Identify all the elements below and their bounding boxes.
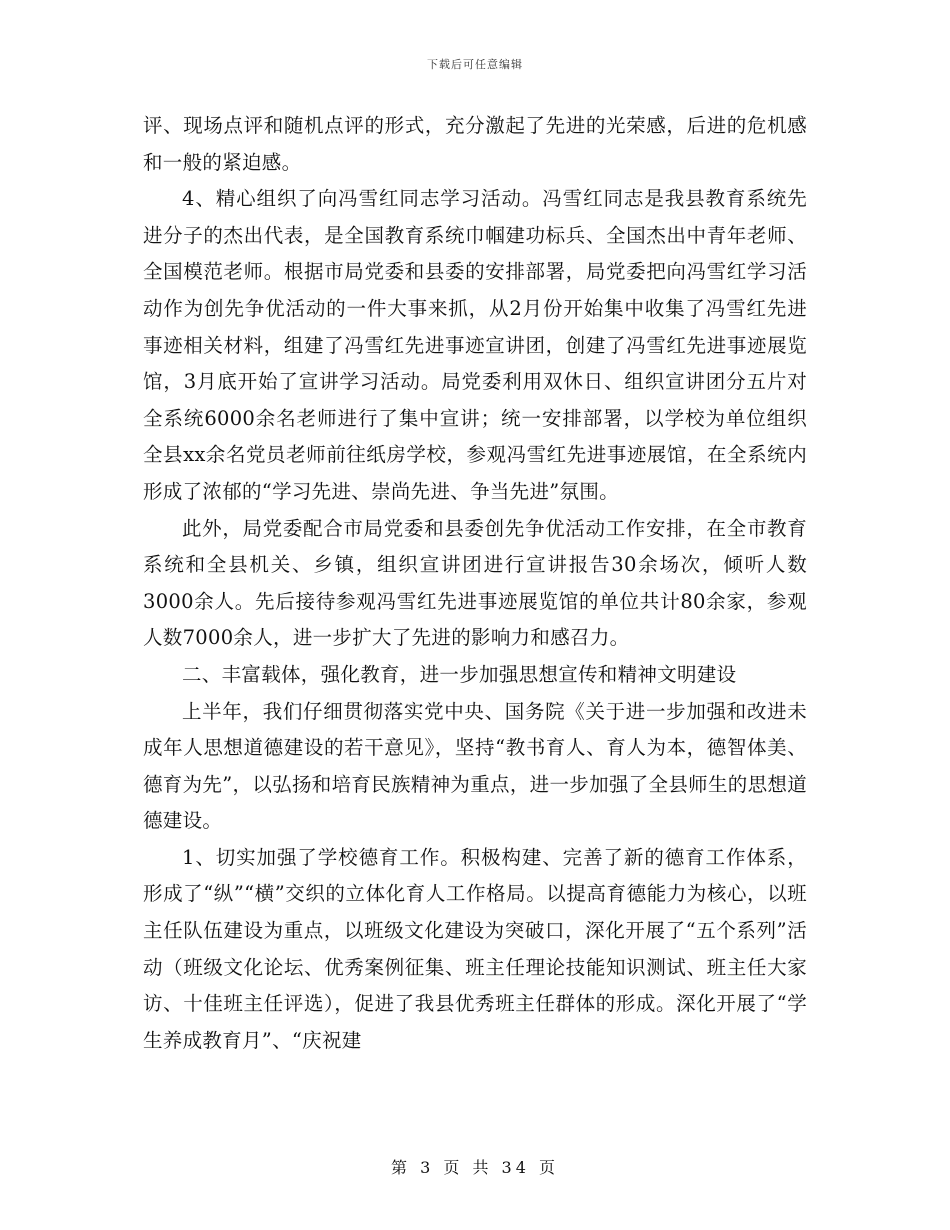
- paragraph-continuation: 评、现场点评和随机点评的形式，充分激起了先进的光荣感，后进的危机感和一般的紧迫感。: [143, 114, 807, 174]
- paragraph-first-half-year: 上半年，我们仔细贯彻落实党中央、国务院《关于进一步加强和改进未成年人思想道德建设的若干意见》，坚持“教书育人、育人为本，德智体美、德育为先”，以弘扬和培育民族精神为重点，进一步加强了全县师生的思想道德建设。: [143, 699, 807, 833]
- paragraph-item-4: 4、精心组织了向冯雪红同志学习活动。冯雪红同志是我县教育系统先进分子的杰出代表，是全国教育系统巾帼建功标兵、全国杰出中青年老师、全国模范老师。根据市局党委和县委的安排部署，局党委把向冯雪红学习活动作为创先争优活动的一件大事来抓，从2月份开始集中收集了冯雪红先进事迹相关材料，组建了冯雪红先进事迹宣讲团，创建了冯雪红先进事迹展览馆，3月底开始了宣讲学习活动。局党委利用双休日、组织宣讲团分五片对全系统6000余名老师进行了集中宣讲；统一安排部署，以学校为单位组织全县xx余名党员老师前往纸房学校，参观冯雪红先进事迹展馆，在全系统内形成了浓郁的“学习先进、崇尚先进、争当先进”氛围。: [143, 187, 807, 503]
- section-heading-2: 二、丰富载体，强化教育，进一步加强思想宣传和精神文明建设: [182, 662, 737, 686]
- document-body: [143, 108, 807, 1059]
- paragraph-in-addition: 此外，局党委配合市局党委和县委创先争优活动工作安排，在全市教育系统和全县机关、乡镇，组织宣讲团进行宣讲报告30余场次，倾听人数3000余人。先后接待参观冯雪红先进事迹展览馆的单位共计80余家，参观人数7000余人，进一步扩大了先进的影响力和感召力。: [143, 516, 807, 650]
- paragraph-item-1: 1、切实加强了学校德育工作。积极构建、完善了新的德育工作体系，形成了“纵”“横”交织的立体化育人工作格局。以提高育德能力为核心，以班主任队伍建设为重点，以班级文化建设为突破口，深化开展了“五个系列”活动（班级文化论坛、优秀案例征集、班主任理论技能知识测试、班主任大家访、十佳班主任评选），促进了我县优秀班主任群体的形成。深化开展了“学生养成教育月”、“庆祝建: [143, 845, 807, 1052]
- header-note: 下载后可任意编辑: [427, 58, 523, 71]
- page-number: 第 3 页 共 34 页: [391, 1158, 559, 1177]
